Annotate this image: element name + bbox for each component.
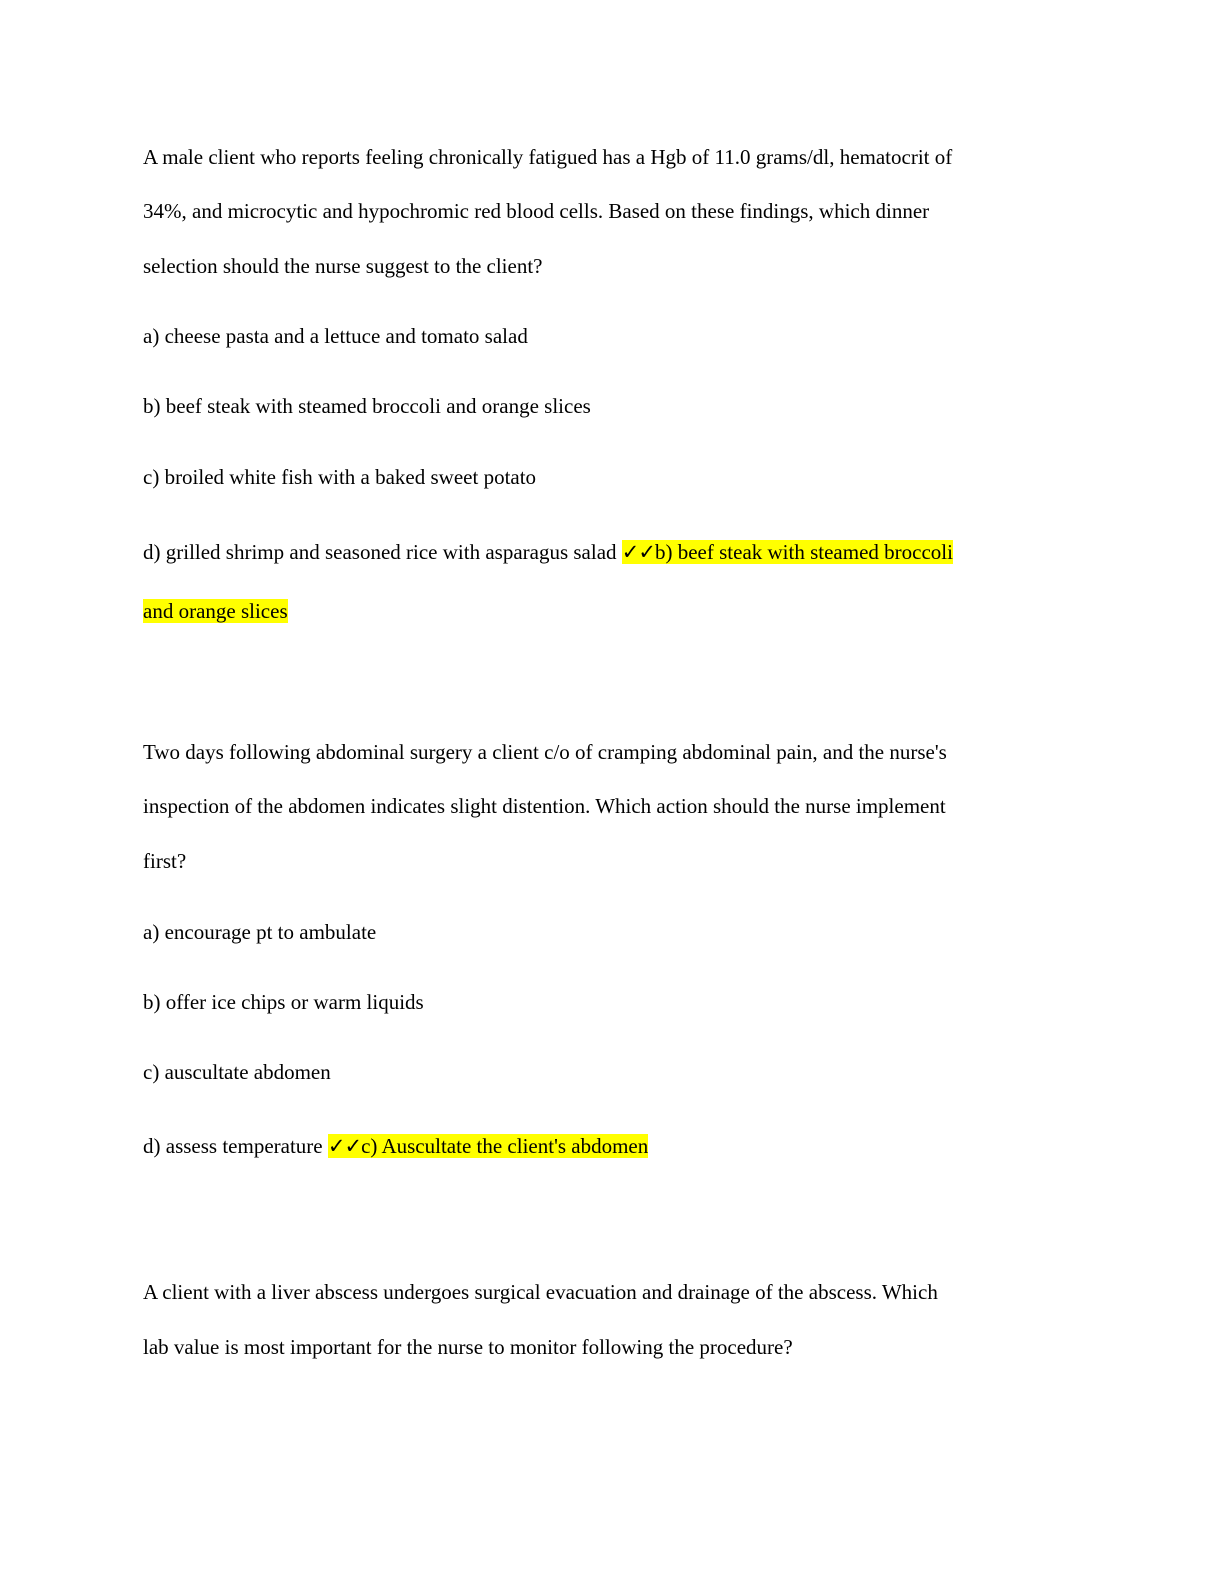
answer-key-continuation [143, 597, 288, 625]
question-stem-line: lab value is most important for the nurse to monitor following the procedure? [143, 1335, 793, 1359]
question-stem-line: first? [143, 849, 187, 873]
checkmark-icon: ✓✓ [621, 540, 655, 564]
question-stem-line: selection should the nurse suggest to the client? [143, 254, 543, 278]
answer-option-with-key [143, 1132, 648, 1160]
question-stem-line: Two days following abdominal surgery a client c/o of cramping abdominal pain, and the nurse's [143, 740, 947, 764]
answer-option-with-key [143, 538, 953, 566]
answer-option: c) auscultate abdomen [143, 1060, 331, 1084]
answer-option: d) grilled shrimp and seasoned rice with asparagus salad [143, 540, 617, 564]
answer-key-highlight [622, 540, 953, 564]
question-stem-line: 34%, and microcytic and hypochromic red blood cells. Based on these findings, which dinner [143, 199, 930, 223]
answer-key-text: b) beef steak with steamed broccoli [654, 540, 953, 564]
question-stem-line: A male client who reports feeling chronically fatigued has a Hgb of 11.0 grams/dl, hematocrit of [143, 145, 953, 169]
question-stem-line: inspection of the abdomen indicates slight distention. Which action should the nurse implement [143, 794, 946, 818]
checkmark-icon: ✓✓ [327, 1134, 362, 1158]
answer-option: b) beef steak with steamed broccoli and orange slices [143, 394, 591, 418]
answer-key-text: c) Auscultate the client's abdomen [361, 1134, 649, 1158]
answer-option: a) encourage pt to ambulate [143, 920, 377, 944]
answer-option: d) assess temperature [143, 1134, 323, 1158]
answer-key-text: and orange slices [143, 599, 288, 623]
answer-option: b) offer ice chips or warm liquids [143, 990, 424, 1014]
question-stem-line: A client with a liver abscess undergoes surgical evacuation and drainage of the abscess. Which [143, 1280, 938, 1304]
answer-option: a) cheese pasta and a lettuce and tomato salad [143, 324, 528, 348]
answer-option: c) broiled white fish with a baked sweet potato [143, 465, 537, 489]
answer-key-highlight [328, 1134, 648, 1158]
